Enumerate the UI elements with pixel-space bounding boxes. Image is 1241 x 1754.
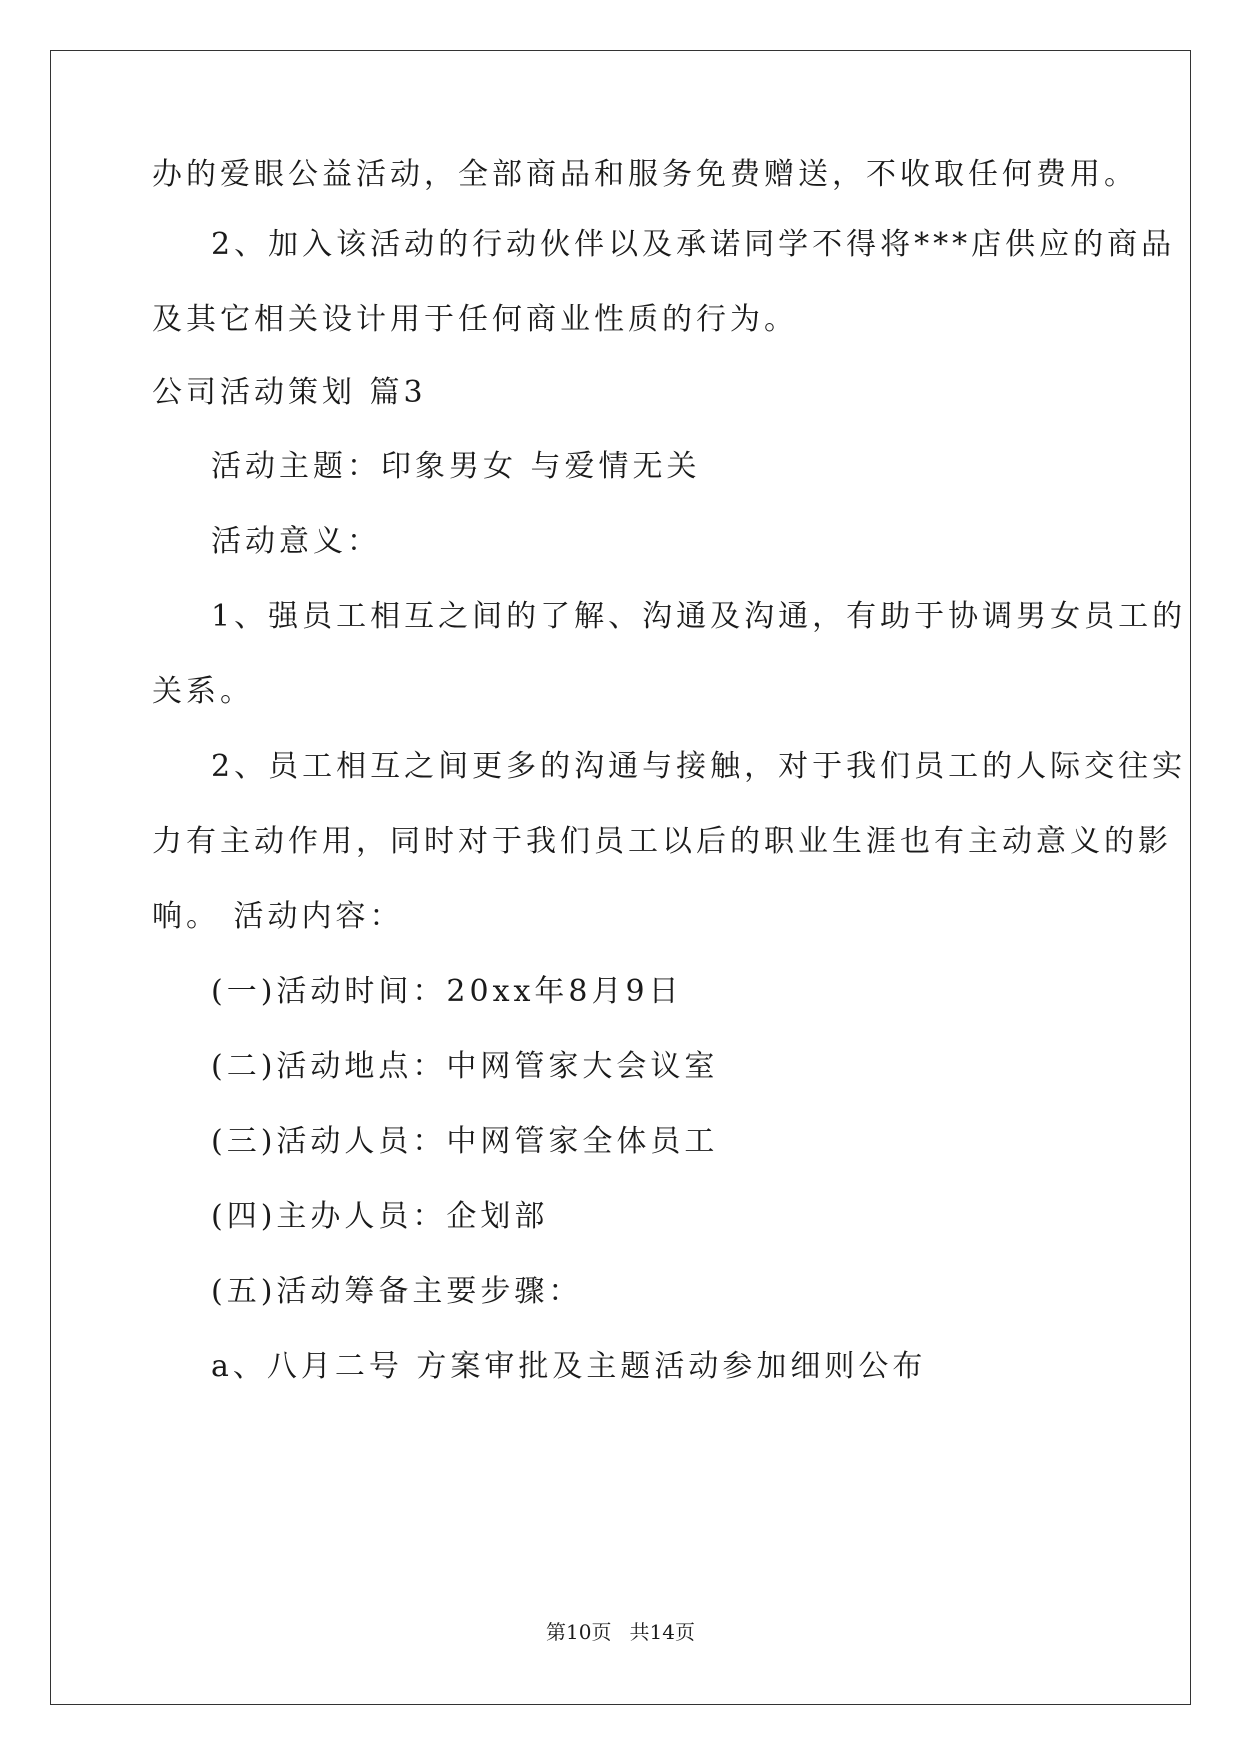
page-number: 第10页 [546, 1620, 612, 1644]
meaning-item-2-cont: 力有主动作用，同时对于我们员工以后的职业生涯也有主动意义的影 [152, 824, 1172, 859]
meaning-item-1-cont: 关系。 [152, 674, 254, 709]
activity-content-heading: 响。 活动内容： [152, 899, 404, 934]
activity-location: (二)活动地点：中网管家大会议室 [211, 1049, 719, 1084]
meaning-item-1: 1、强员工相互之间的了解、沟通及沟通，有助于协调男女员工的 [211, 599, 1187, 634]
meaning-item-2: 2、员工相互之间更多的沟通与接触，对于我们员工的人际交往实 [211, 749, 1187, 784]
section-heading: 公司活动策划 篇3 [152, 375, 427, 410]
activity-time: (一)活动时间：20xx年8月9日 [211, 974, 683, 1009]
page-border [50, 50, 1191, 1705]
body-line-2: 2、加入该活动的行动伙伴以及承诺同学不得将***店供应的商品 [211, 227, 1176, 262]
activity-meaning-heading: 活动意义： [211, 524, 381, 559]
preparation-step-a: a、八月二号 方案审批及主题活动参加细则公布 [211, 1349, 927, 1384]
page-total: 共14页 [629, 1620, 695, 1644]
body-line-3: 及其它相关设计用于任何商业性质的行为。 [152, 302, 798, 337]
activity-participants: (三)活动人员：中网管家全体员工 [211, 1124, 719, 1159]
preparation-steps-heading: (五)活动筹备主要步骤： [211, 1274, 583, 1309]
body-line-1: 办的爱眼公益活动，全部商品和服务免费赠送，不收取任何费用。 [152, 157, 1138, 192]
activity-theme: 活动主题：印象男女 与爱情无关 [211, 449, 701, 484]
activity-organizer: (四)主办人员：企划部 [211, 1199, 549, 1234]
page-footer [0, 1620, 1241, 1644]
